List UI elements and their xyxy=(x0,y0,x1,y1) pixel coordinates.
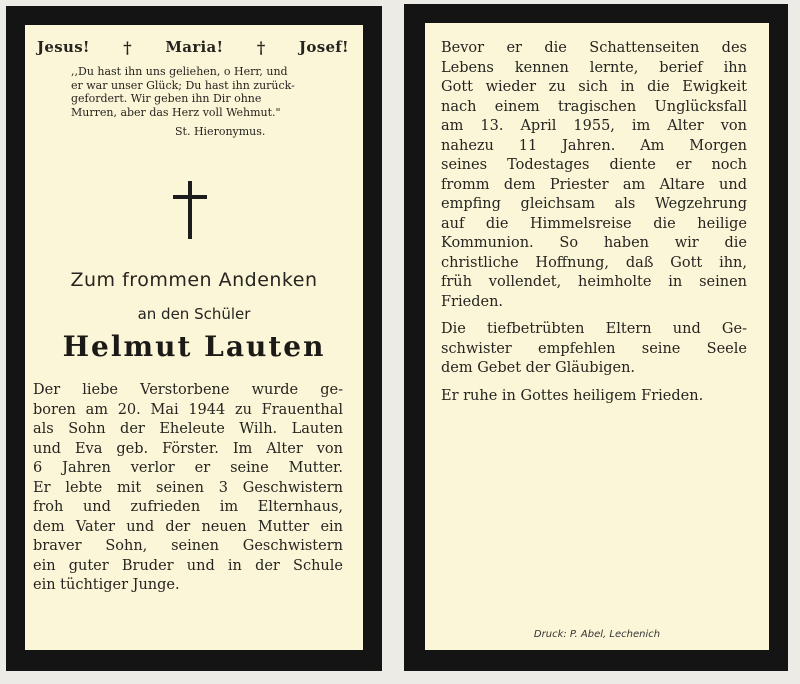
cross-icon xyxy=(173,181,207,239)
paragraph-family xyxy=(441,320,747,379)
text-line: braver Sohn, seinen Geschwistern xyxy=(33,538,343,554)
printer-credit: Druck: P. Abel, Lechenich xyxy=(533,629,661,640)
text-line: schwister empfehlen seine Seele xyxy=(441,340,747,357)
text-line: dem Vater und der neuen Mutter ein xyxy=(33,518,343,535)
text-line: Lebens kennen lernte, berief ihn xyxy=(441,59,747,76)
text-line: ein guter Bruder und in der Schule xyxy=(33,557,343,574)
text-line: als Sohn der Eheleute Wilh. Lauten xyxy=(33,421,343,437)
death-account-text xyxy=(441,39,747,406)
text-line: seines Todestages diente er noch xyxy=(441,157,747,173)
text-line: Frieden. xyxy=(441,293,504,310)
paragraph-blessing xyxy=(441,387,747,407)
epigraph-line: er war unser Glück; Du hast ihn zurück- xyxy=(71,78,295,92)
text-line: 6 Jahren verlor er seine Mutter. xyxy=(33,460,343,476)
epigraph-line: ,,Du hast ihn uns geliehen, o Herr, und xyxy=(71,65,288,78)
text-line: christliche Hoffnung, daß Gott ihn, xyxy=(441,254,747,271)
memorial-subtitle: an den Schüler xyxy=(137,305,251,323)
text-line: fromm dem Priester am Altare und xyxy=(441,176,747,193)
text-line: empfing gleichsam als Wegzehrung xyxy=(441,196,747,212)
epigraph-line: gefordert. Wir geben ihn Dir ohne xyxy=(71,92,262,105)
deceased-name: Helmut Lauten xyxy=(62,330,326,363)
text-line: dem Gebet der Gläubigen. xyxy=(441,360,636,376)
holy-name-maria: Maria! xyxy=(165,38,224,56)
text-line: froh und zufrieden im Elternhaus, xyxy=(33,499,343,515)
biography-text xyxy=(33,381,343,596)
text-line: früh vollendet, heimholte in seinen xyxy=(441,274,747,290)
text-line: Bevor er die Schattenseiten des xyxy=(441,40,747,56)
text-line: boren am 20. Mai 1944 zu Frauenthal xyxy=(33,401,343,418)
text-line: Die tiefbetrübten Eltern und Ge- xyxy=(441,321,747,337)
text-line: nahezu 11 Jahren. Am Morgen xyxy=(441,137,747,154)
holy-names-header xyxy=(37,38,349,57)
holy-name-jesus: Jesus! xyxy=(37,38,90,56)
text-line: Er lebte mit seinen 3 Geschwistern xyxy=(33,479,343,496)
paragraph-death xyxy=(441,39,747,312)
memorial-heading: Zum frommen Andenken xyxy=(70,269,318,291)
text-line: am 13. April 1955, im Alter von xyxy=(441,118,747,134)
text-line: und Eva geb. Förster. Im Alter von xyxy=(33,440,343,457)
epigraph-quote xyxy=(71,65,347,119)
holy-name-josef: Josef! xyxy=(299,38,349,56)
text-line: Kommunion. So haben wir die xyxy=(441,235,747,251)
text-line: Gott wieder zu sich in die Ewigkeit xyxy=(441,79,747,95)
epigraph-line: Murren, aber das Herz voll Wehmut." xyxy=(71,105,281,119)
dagger-icon: † xyxy=(123,38,132,57)
left-card xyxy=(25,25,363,650)
text-line: ein tüchtiger Junge. xyxy=(33,577,180,593)
text-line: Er ruhe in Gottes heiligem Frieden. xyxy=(441,387,704,404)
epigraph-attribution: St. Hieronymus. xyxy=(175,125,266,138)
dagger-icon: † xyxy=(256,38,266,57)
right-card xyxy=(425,23,769,650)
text-line: nach einem tragischen Unglücksfall xyxy=(441,98,747,115)
text-line: auf die Himmelsreise die heilige xyxy=(441,215,747,232)
text-line: Der liebe Verstorbene wurde ge- xyxy=(33,382,343,398)
